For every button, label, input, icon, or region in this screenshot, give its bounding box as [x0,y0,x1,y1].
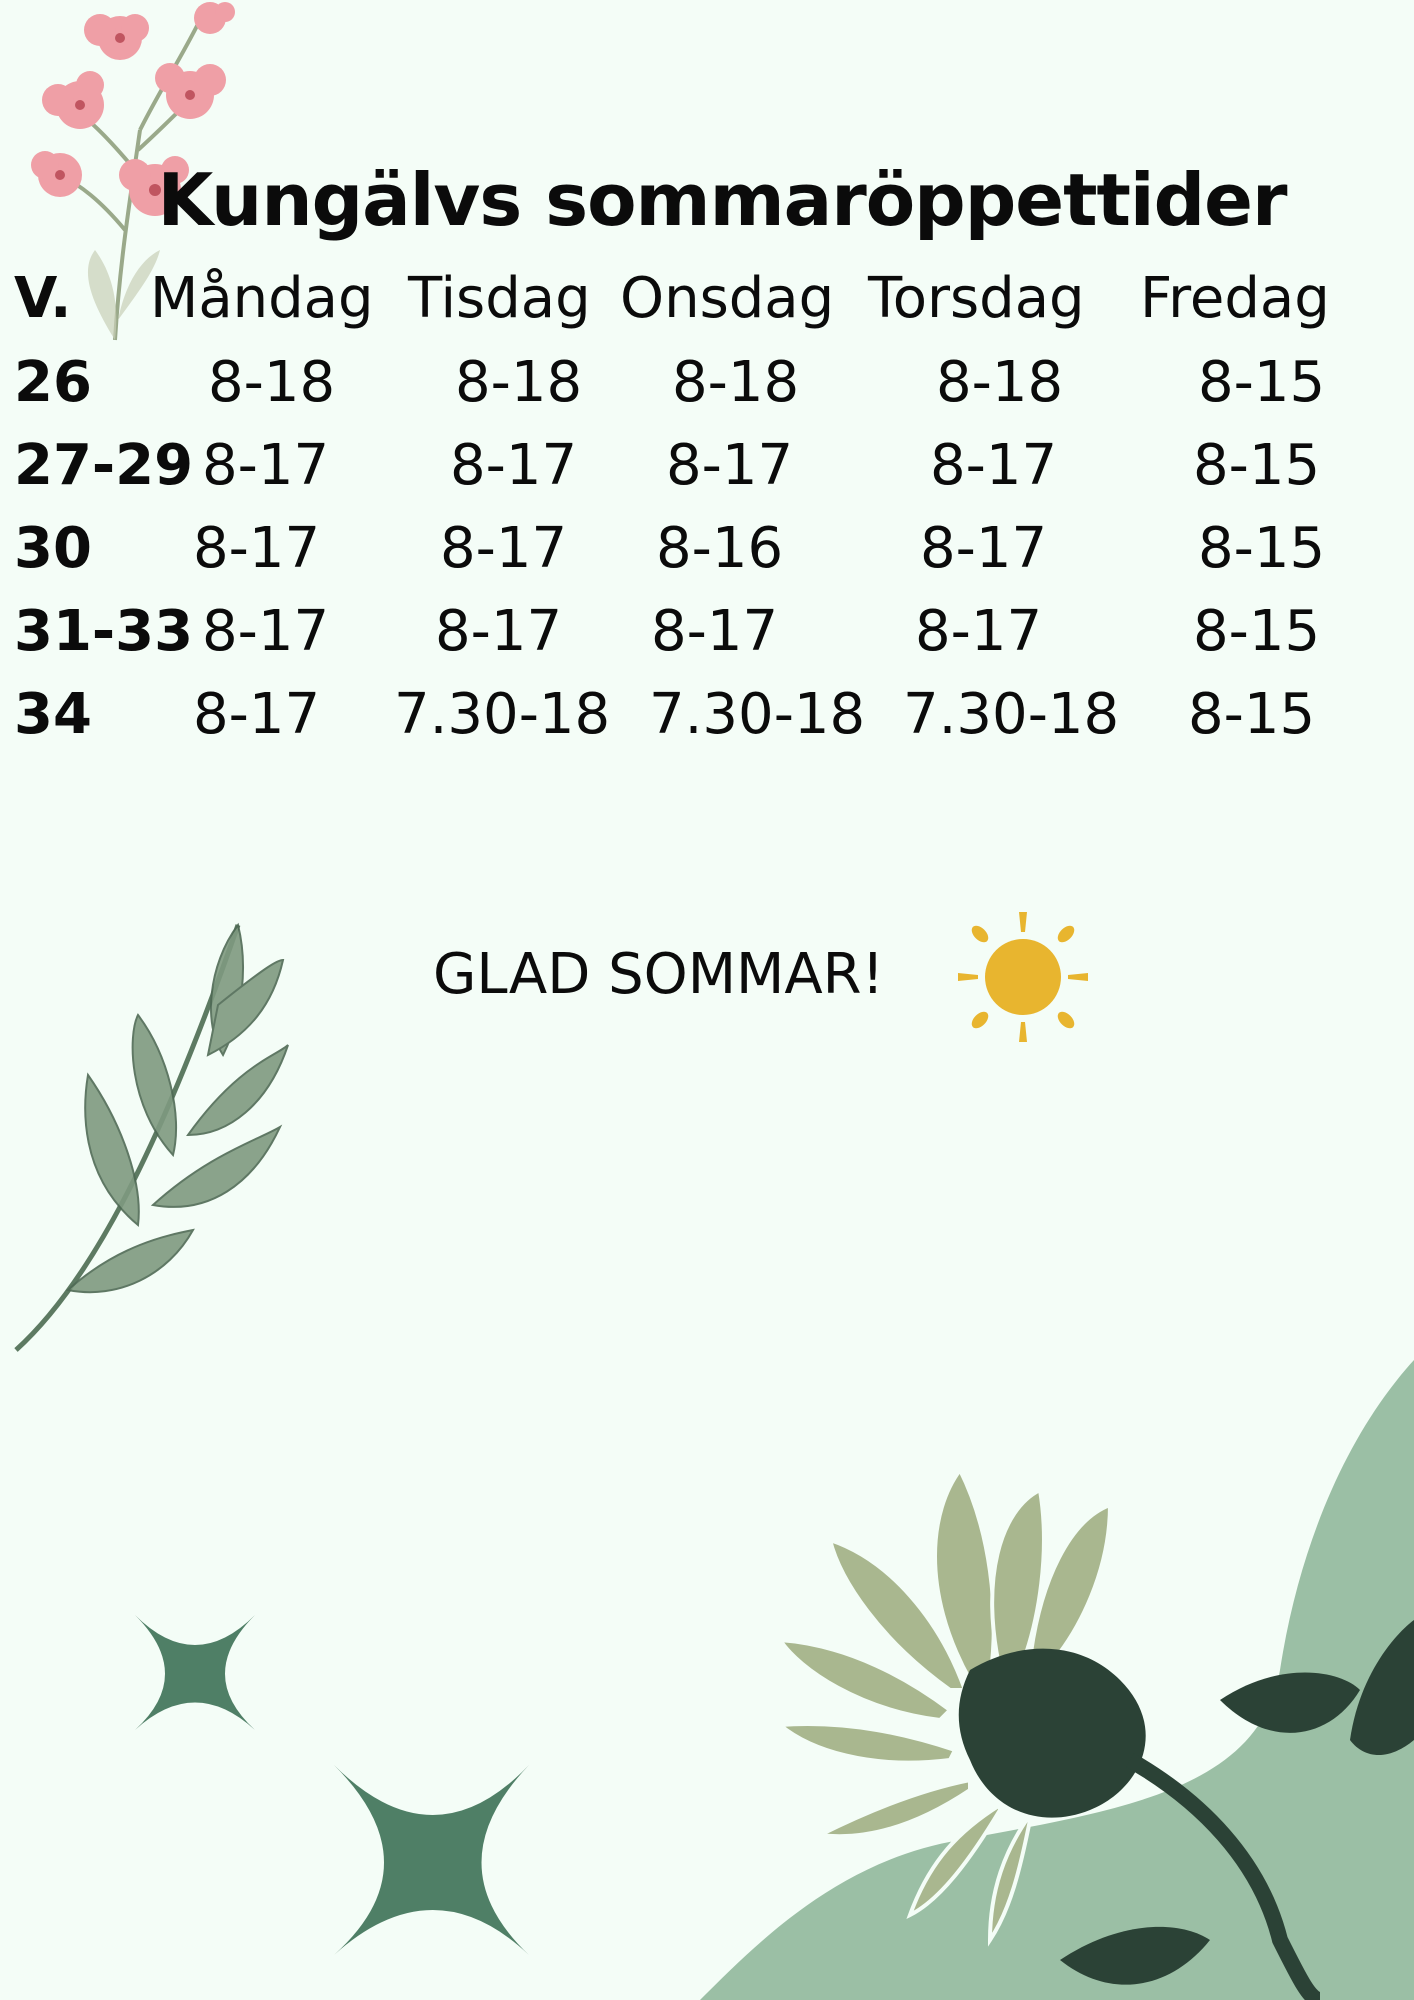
table-cell: 8-18 [672,350,800,415]
table-cell: 8-15 [1193,433,1321,498]
table-cell: 8-17 [920,516,1048,581]
sparkle-small-icon [130,1610,260,1740]
table-cell: 8-17 [915,599,1043,664]
leaf-branch-illustration [8,905,308,1355]
sparkle-large-icon [334,1765,534,1965]
table-cell: 7.30-18 [649,682,866,747]
page-title: Kungälvs sommaröppettider [157,158,1287,242]
table-cell: 8-17 [202,433,330,498]
table-cell: 8-18 [208,350,336,415]
table-cell: 8-17 [651,599,779,664]
table-cell: 8-17 [666,433,794,498]
table-row-week: 34 [14,682,92,747]
day-header-friday: Fredag [1140,266,1330,331]
table-cell: 8-17 [202,599,330,664]
table-cell: 7.30-18 [903,682,1120,747]
summer-greeting: GLAD SOMMAR! [433,942,885,1007]
table-cell: 8-17 [193,682,321,747]
day-header-wednesday: Onsdag [620,266,835,331]
table-cell: 8-17 [193,516,321,581]
table-cell: 8-17 [930,433,1058,498]
table-row-week: 30 [14,516,92,581]
table-row-week: 31-33 [14,599,194,664]
week-column-header: V. [14,266,72,331]
day-header-thursday: Torsdag [868,266,1085,331]
table-cell: 8-15 [1193,599,1321,664]
table-cell: 7.30-18 [394,682,611,747]
table-cell: 8-15 [1188,682,1316,747]
table-cell: 8-15 [1198,350,1326,415]
table-row-week: 26 [14,350,92,415]
flower-hill-illustration [700,1340,1414,2000]
table-cell: 8-18 [936,350,1064,415]
table-cell: 8-17 [440,516,568,581]
day-header-monday: Måndag [150,266,374,331]
day-header-tuesday: Tisdag [408,266,591,331]
table-cell: 8-18 [455,350,583,415]
table-cell: 8-17 [450,433,578,498]
table-cell: 8-17 [435,599,563,664]
table-cell: 8-15 [1198,516,1326,581]
table-cell: 8-16 [656,516,784,581]
sun-icon [948,902,1098,1052]
table-row-week: 27-29 [14,433,194,498]
